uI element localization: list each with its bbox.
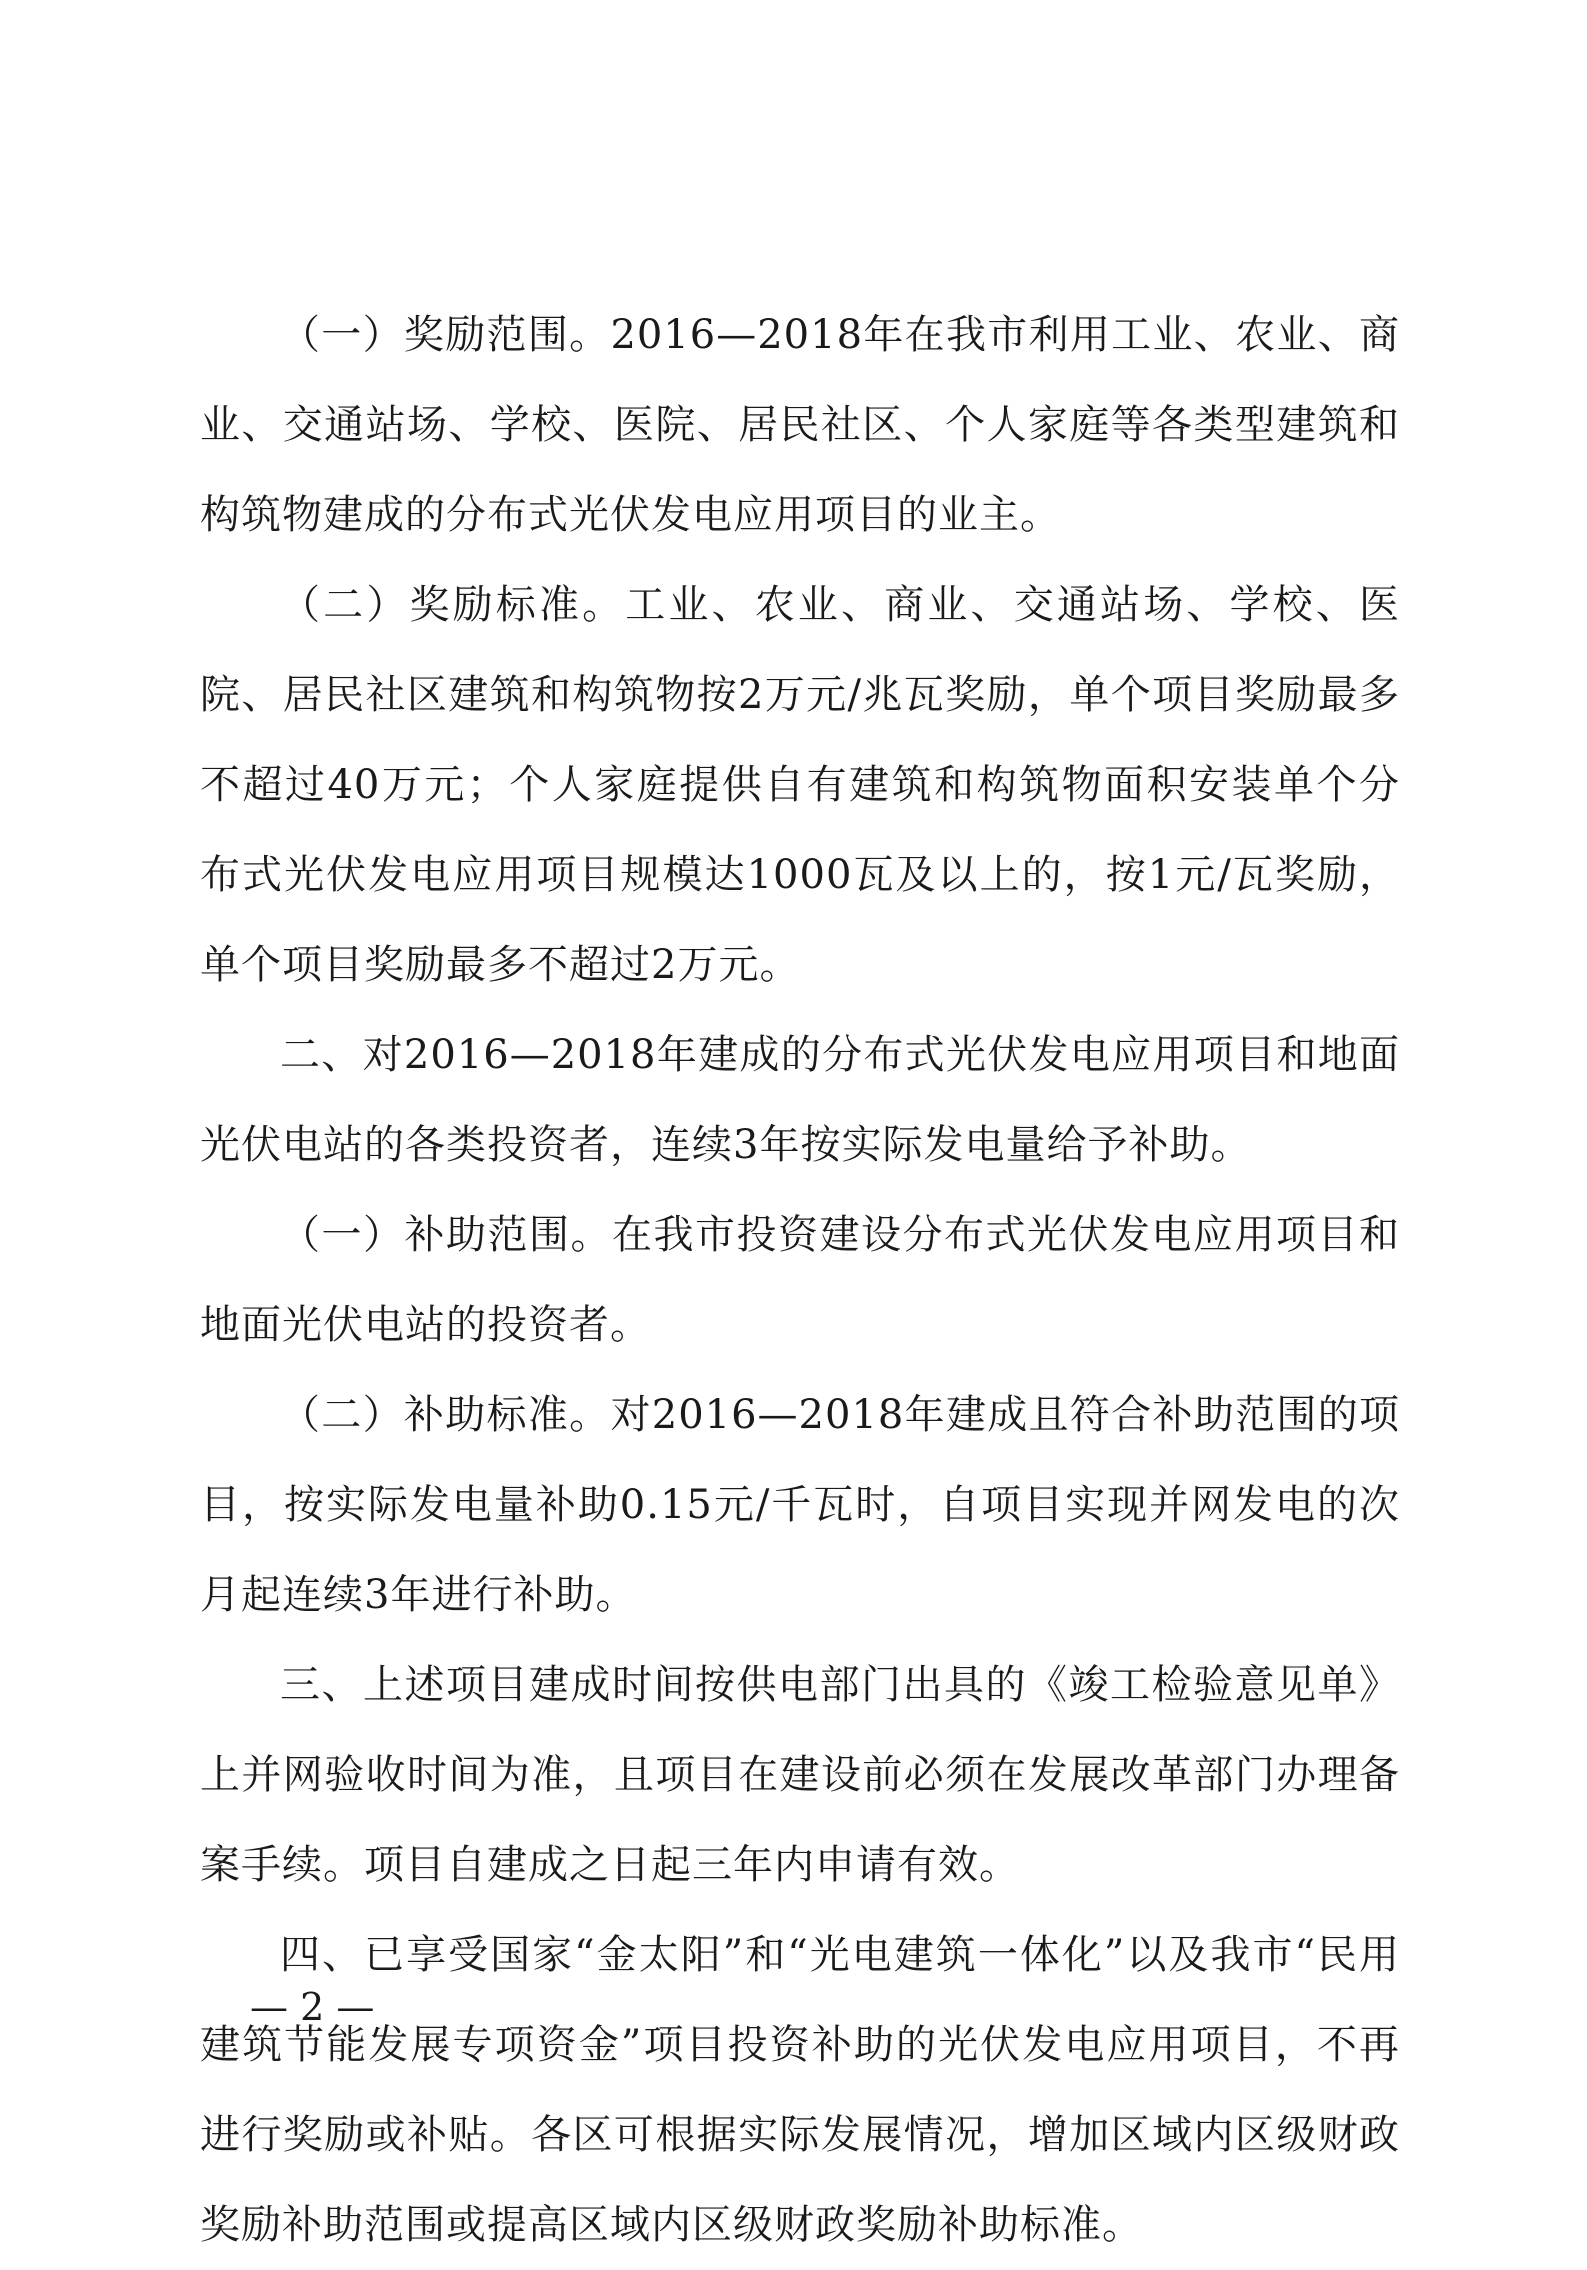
paragraph-completion-time: 三、上述项目建成时间按供电部门出具的《竣工检验意见单》上并网验收时间为准，且项目在建设前必须在发展改革部门办理备案手续。项目自建成之日起三年内申请有效。 [200, 1662, 1400, 1888]
paragraph-reward-standard: （二）奖励标准。工业、农业、商业、交通站场、学校、医院、居民社区建筑和构筑物按2万元/兆瓦奖励，单个项目奖励最多不超过40万元；个人家庭提供自有建筑和构筑物面积安装单个分布式光伏发电应用项目规模达1000瓦及以上的，按1元/瓦奖励，单个项目奖励最多不超过2万元。 [200, 582, 1400, 988]
paragraph-exclusions: 四、已享受国家“金太阳”和“光电建筑一体化”以及我市“民用建筑节能发展专项资金”项目投资补助的光伏发电应用项目，不再进行奖励或补贴。各区可根据实际发展情况，增加区域内区级财政奖励补助范围或提高区域内区级财政奖励补助标准。 [200, 1932, 1400, 2248]
paragraph-subsidy-section: 二、对2016—2018年建成的分布式光伏发电应用项目和地面光伏电站的各类投资者，连续3年按实际发电量给予补助。 [200, 1032, 1400, 1168]
page-number: — 2 — [250, 1985, 375, 2029]
paragraph-subsidy-scope: （一）补助范围。在我市投资建设分布式光伏发电应用项目和地面光伏电站的投资者。 [200, 1212, 1400, 1348]
document-body [200, 290, 1400, 2270]
paragraph-subsidy-standard: （二）补助标准。对2016—2018年建成且符合补助范围的项目，按实际发电量补助0.15元/千瓦时，自项目实现并网发电的次月起连续3年进行补助。 [200, 1392, 1400, 1618]
paragraph-reward-scope: （一）奖励范围。2016—2018年在我市利用工业、农业、商业、交通站场、学校、医院、居民社区、个人家庭等各类型建筑和构筑物建成的分布式光伏发电应用项目的业主。 [200, 312, 1400, 538]
